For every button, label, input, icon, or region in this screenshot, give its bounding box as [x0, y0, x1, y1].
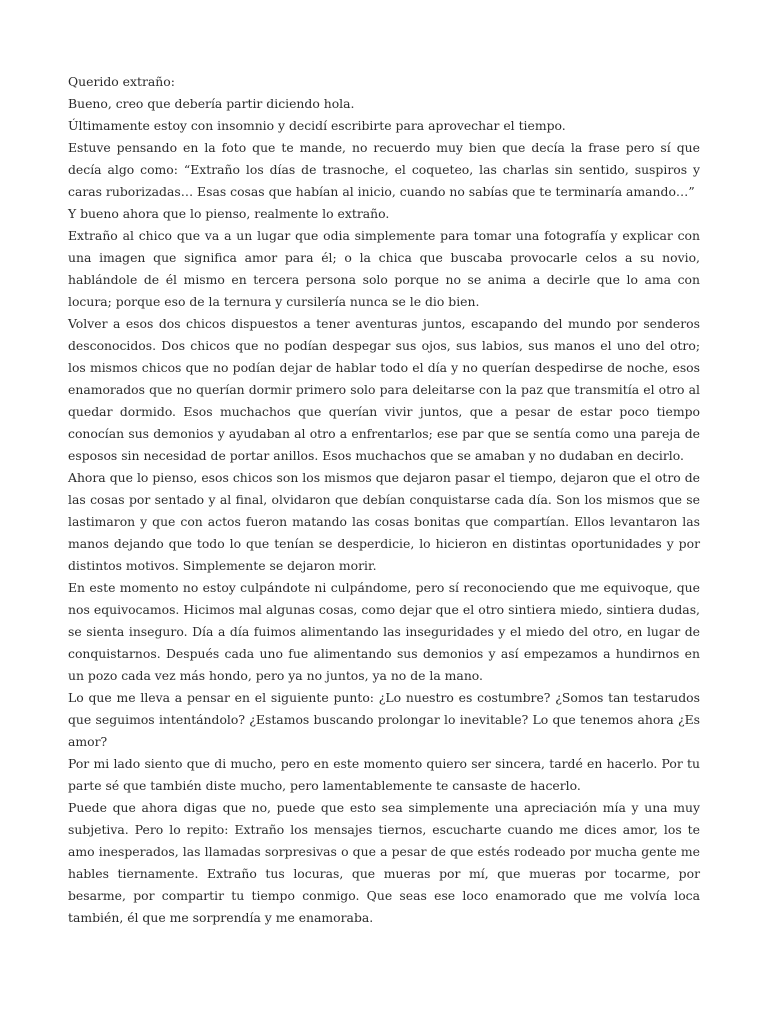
paragraph-5: Extraño al chico que va a un lugar que odia simplemente para tomar una fotografía y explicar con una imagen que significa amor para él; o la chica que buscaba provocarle celos a su novio, hablándole de él mismo en tercera persona solo porque no se anima a decirle que lo ama con locura; porque eso de la ternura y cursilería nunca se le dio bien. — [68, 228, 700, 309]
paragraph-1: Bueno, creo que debería partir diciendo hola. — [68, 96, 355, 111]
paragraph-10: Por mi lado siento que di mucho, pero en este momento quiero ser sincera, tardé en hacerlo. Por tu parte sé que también diste mucho, pero lamentablemente te cansaste de hacerlo. — [68, 756, 700, 793]
paragraph-11: Puede que ahora digas que no, puede que esto sea simplemente una apreciación mía y una muy subjetiva. Pero lo repito: Extraño los mensajes tiernos, escucharte cuando me dices amor, los te amo inesperados, las llamadas sorpresivas o que a pesar de que estés rodeado por mucha gente me hables tiernamente. Extraño tus locuras, que mueras por mí, que mueras por tocarme, por besarme, por compartir tu tiempo conmigo. Que seas ese loco enamorado que me volvía loca también, él que me sorprendía y me enamoraba. — [68, 800, 700, 925]
paragraph-7: Ahora que lo pienso, esos chicos son los mismos que dejaron pasar el tiempo, dejaron que el otro de las cosas por sentado y al final, olvidaron que debían conquistarse cada día. Son los mismos que se lastimaron y que con actos fueron matando las cosas bonitas que compartían. Ellos levantaron las manos dejando que todo lo que tenían se desperdicie, lo hicieron en distintas oportunidades y por distintos motivos. Simplemente se dejaron morir. — [68, 470, 700, 573]
paragraph-4: Y bueno ahora que lo pienso, realmente lo extraño. — [68, 206, 390, 221]
paragraph-2: Últimamente estoy con insomnio y decidí escribirte para aprovechar el tiempo. — [68, 118, 566, 133]
paragraph-9: Lo que me lleva a pensar en el siguiente punto: ¿Lo nuestro es costumbre? ¿Somos tan testarudos que seguimos intentándolo? ¿Estamos buscando prolongar lo inevitable? Lo que tenemos ahora ¿Es amor? — [68, 690, 700, 749]
paragraph-8: En este momento no estoy culpándote ni culpándome, pero sí reconociendo que me equivoque, que nos equivocamos. Hicimos mal algunas cosas, como dejar que el otro sintiera miedo, sintiera dudas, se sienta inseguro. Día a día fuimos alimentando las inseguridades y el miedo del otro, en lugar de conquistarnos. Después cada uno fue alimentando sus demonios y así empezamos a hundirnos en un pozo cada vez más hondo, pero ya no juntos, ya no de la mano. — [68, 580, 700, 683]
letter-body — [68, 71, 700, 929]
greeting: Querido extraño: — [68, 74, 175, 89]
paragraph-6: Volver a esos dos chicos dispuestos a tener aventuras juntos, escapando del mundo por senderos desconocidos. Dos chicos que no podían despegar sus ojos, sus labios, sus manos el uno del otro; los mismos chicos que no podían dejar de hablar todo el día y no querían despedirse de noche, esos enamorados que no querían dormir primero solo para deleitarse con la paz que transmitía el otro al quedar dormido. Esos muchachos que querían vivir juntos, que a pesar de estar poco tiempo conocían sus demonios y ayudaban al otro a enfrentarlos; ese par que se sentía como una pareja de esposos sin necesidad de portar anillos. Esos muchachos que se amaban y no dudaban en decirlo. — [68, 316, 700, 463]
paragraph-3: Estuve pensando en la foto que te mande, no recuerdo muy bien que decía la frase pero sí que decía algo como: “Extraño los días de trasnoche, el coqueteo, las charlas sin sentido, suspiros y caras ruborizadas… Esas cosas que habían al inicio, cuando no sabías que te terminaría amando…” — [68, 140, 700, 199]
